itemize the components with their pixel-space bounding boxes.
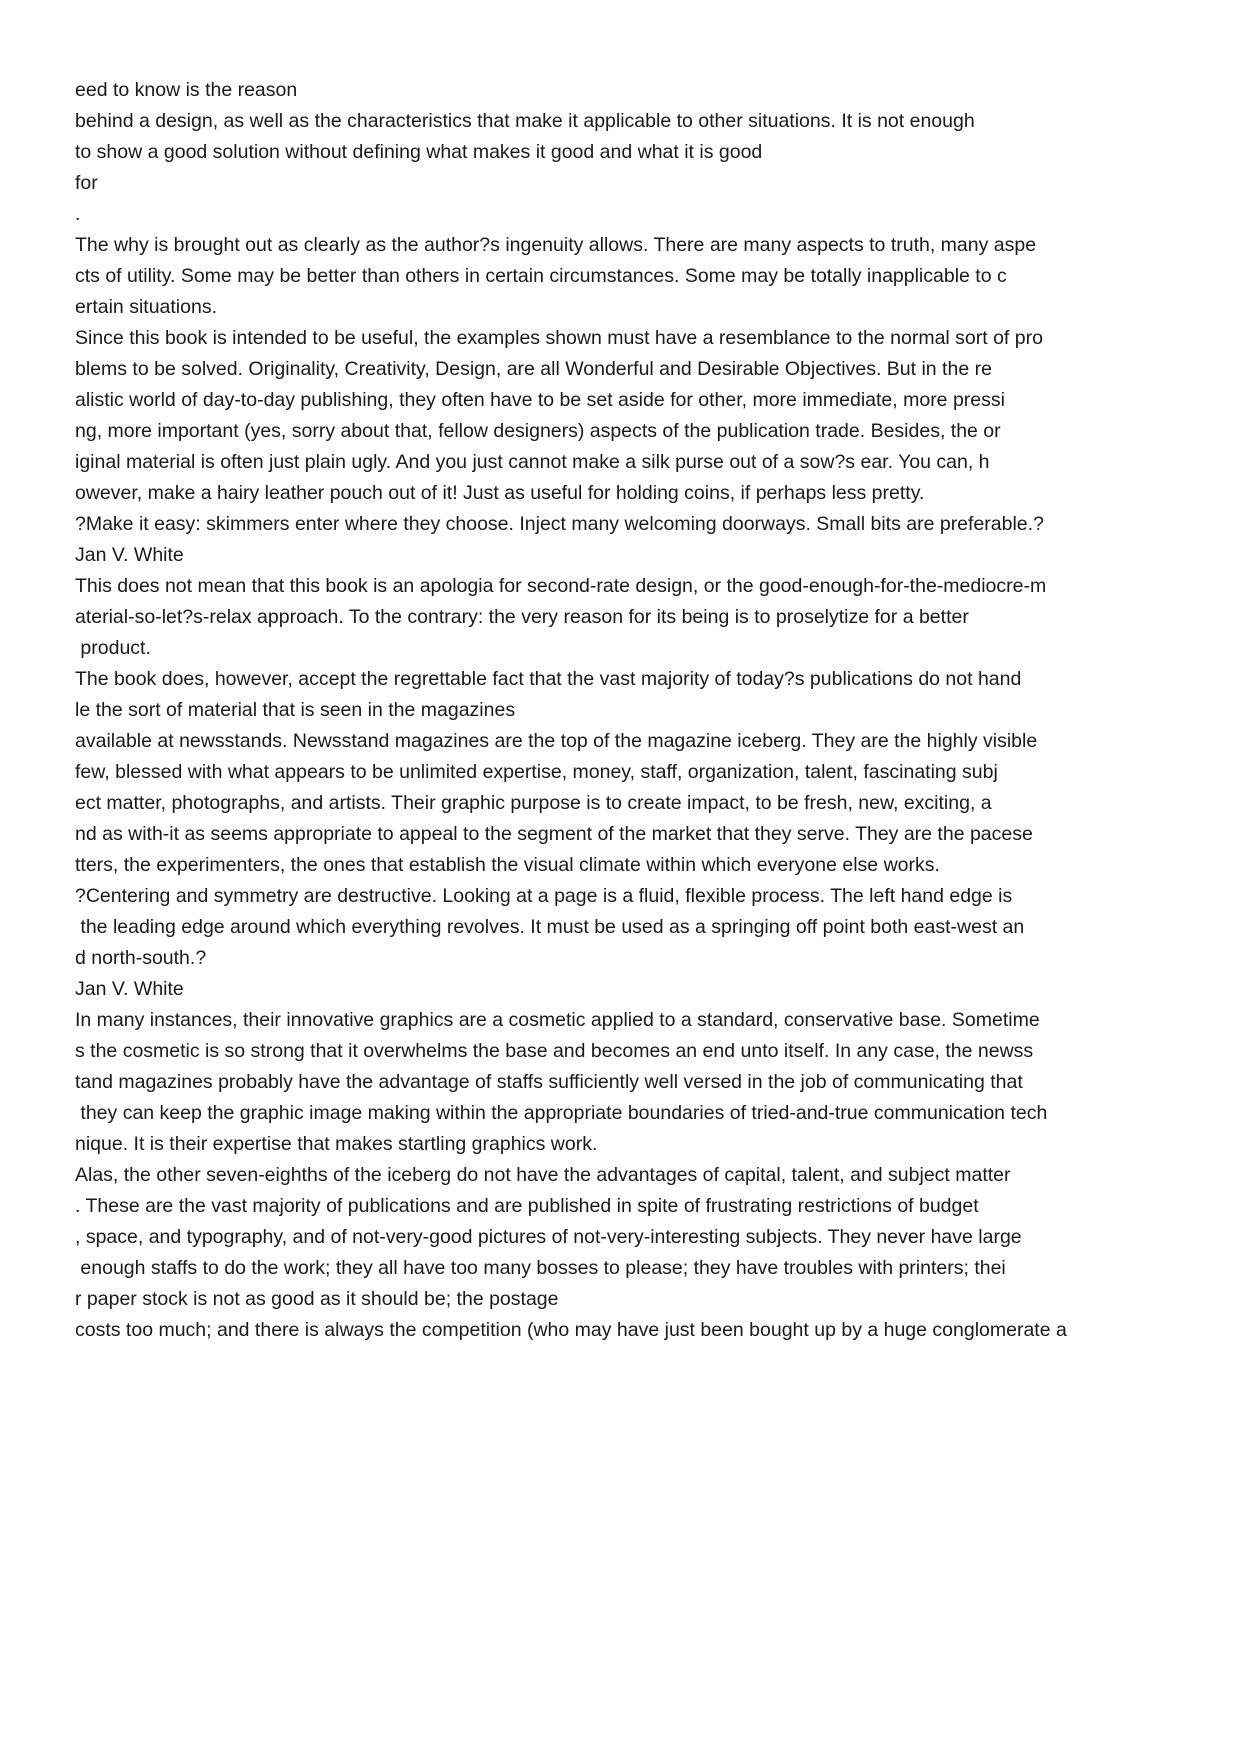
text-line: behind a design, as well as the characteristics that make it applicable to other situations. It is not enough	[75, 110, 975, 132]
text-line: eed to know is the reason	[75, 79, 298, 101]
text-line: nd as with-it as seems appropriate to appeal to the segment of the market that they serve. They are the pacese	[75, 823, 1033, 845]
text-line: Jan V. White	[75, 544, 184, 566]
text-line: The book does, however, accept the regrettable fact that the vast majority of today?s publications do not hand	[75, 668, 1022, 690]
text-line: tand magazines probably have the advantage of staffs sufficiently well versed in the job of communicating that	[75, 1071, 1023, 1093]
text-line: for	[75, 172, 98, 194]
text-line: .	[75, 203, 81, 225]
text-line: to show a good solution without defining what makes it good and what it is good	[75, 141, 763, 163]
text-line: available at newsstands. Newsstand magazines are the top of the magazine iceberg. They are the highly visible	[75, 730, 1038, 752]
text-line: r paper stock is not as good as it should be; the postage	[75, 1288, 559, 1310]
text-line: The why is brought out as clearly as the author?s ingenuity allows. There are many aspects to truth, many aspe	[75, 234, 1037, 256]
text-line: owever, make a hairy leather pouch out of it! Just as useful for holding coins, if perhaps less pretty.	[75, 482, 925, 504]
text-line: ect matter, photographs, and artists. Their graphic purpose is to create impact, to be fresh, new, exciting, a	[75, 792, 992, 814]
text-line: In many instances, their innovative graphics are a cosmetic applied to a standard, conservative base. Sometime	[75, 1009, 1040, 1031]
text-line: aterial-so-let?s-relax approach. To the contrary: the very reason for its being is to proselytize for a better	[75, 606, 969, 628]
text-line: ertain situations.	[75, 296, 217, 318]
text-line: tters, the experimenters, the ones that establish the visual climate within which everyone else works.	[75, 854, 940, 876]
text-line: product.	[75, 637, 151, 659]
text-line: costs too much; and there is always the competition (who may have just been bought up by a huge conglomerate a	[75, 1319, 1067, 1341]
text-line: iginal material is often just plain ugly. And you just cannot make a silk purse out of a sow?s ear. You can, h	[75, 451, 990, 473]
text-line: ?Centering and symmetry are destructive. Looking at a page is a fluid, flexible process. The left hand edge is	[75, 885, 1013, 907]
text-line: they can keep the graphic image making within the appropriate boundaries of tried-and-true communication tech	[75, 1102, 1048, 1124]
text-line: the leading edge around which everything revolves. It must be used as a springing off point both east-west an	[75, 916, 1025, 938]
text-line: cts of utility. Some may be better than others in certain circumstances. Some may be totally inapplicable to c	[75, 265, 1007, 287]
text-line: s the cosmetic is so strong that it overwhelms the base and becomes an end unto itself. In any case, the newss	[75, 1040, 1034, 1062]
text-line: ng, more important (yes, sorry about that, fellow designers) aspects of the publication trade. Besides, the or	[75, 420, 1001, 442]
body-text	[75, 75, 1225, 1346]
text-line: Alas, the other seven-eighths of the iceberg do not have the advantages of capital, talent, and subject matter	[75, 1164, 1011, 1186]
text-line: ?Make it easy: skimmers enter where they choose. Inject many welcoming doorways. Small bits are preferable.?	[75, 513, 1044, 535]
text-line: le the sort of material that is seen in the magazines	[75, 699, 516, 721]
text-line: , space, and typography, and of not-very-good pictures of not-very-interesting subjects. They never have large	[75, 1226, 1022, 1248]
text-line: blems to be solved. Originality, Creativity, Design, are all Wonderful and Desirable Objectives. But in the re	[75, 358, 992, 380]
text-line: nique. It is their expertise that makes startling graphics work.	[75, 1133, 598, 1155]
text-line: d north-south.?	[75, 947, 207, 969]
text-line: enough staffs to do the work; they all have too many bosses to please; they have troubles with printers; thei	[75, 1257, 1006, 1279]
text-line: Since this book is intended to be useful, the examples shown must have a resemblance to the normal sort of pro	[75, 327, 1043, 349]
text-line: This does not mean that this book is an apologia for second-rate design, or the good-enough-for-the-mediocre-m	[75, 575, 1047, 597]
text-line: Jan V. White	[75, 978, 184, 1000]
text-line: few, blessed with what appears to be unlimited expertise, money, staff, organization, talent, fascinating subj	[75, 761, 998, 783]
text-line: . These are the vast majority of publications and are published in spite of frustrating restrictions of budget	[75, 1195, 979, 1217]
text-line: alistic world of day-to-day publishing, they often have to be set aside for other, more immediate, more pressi	[75, 389, 1005, 411]
